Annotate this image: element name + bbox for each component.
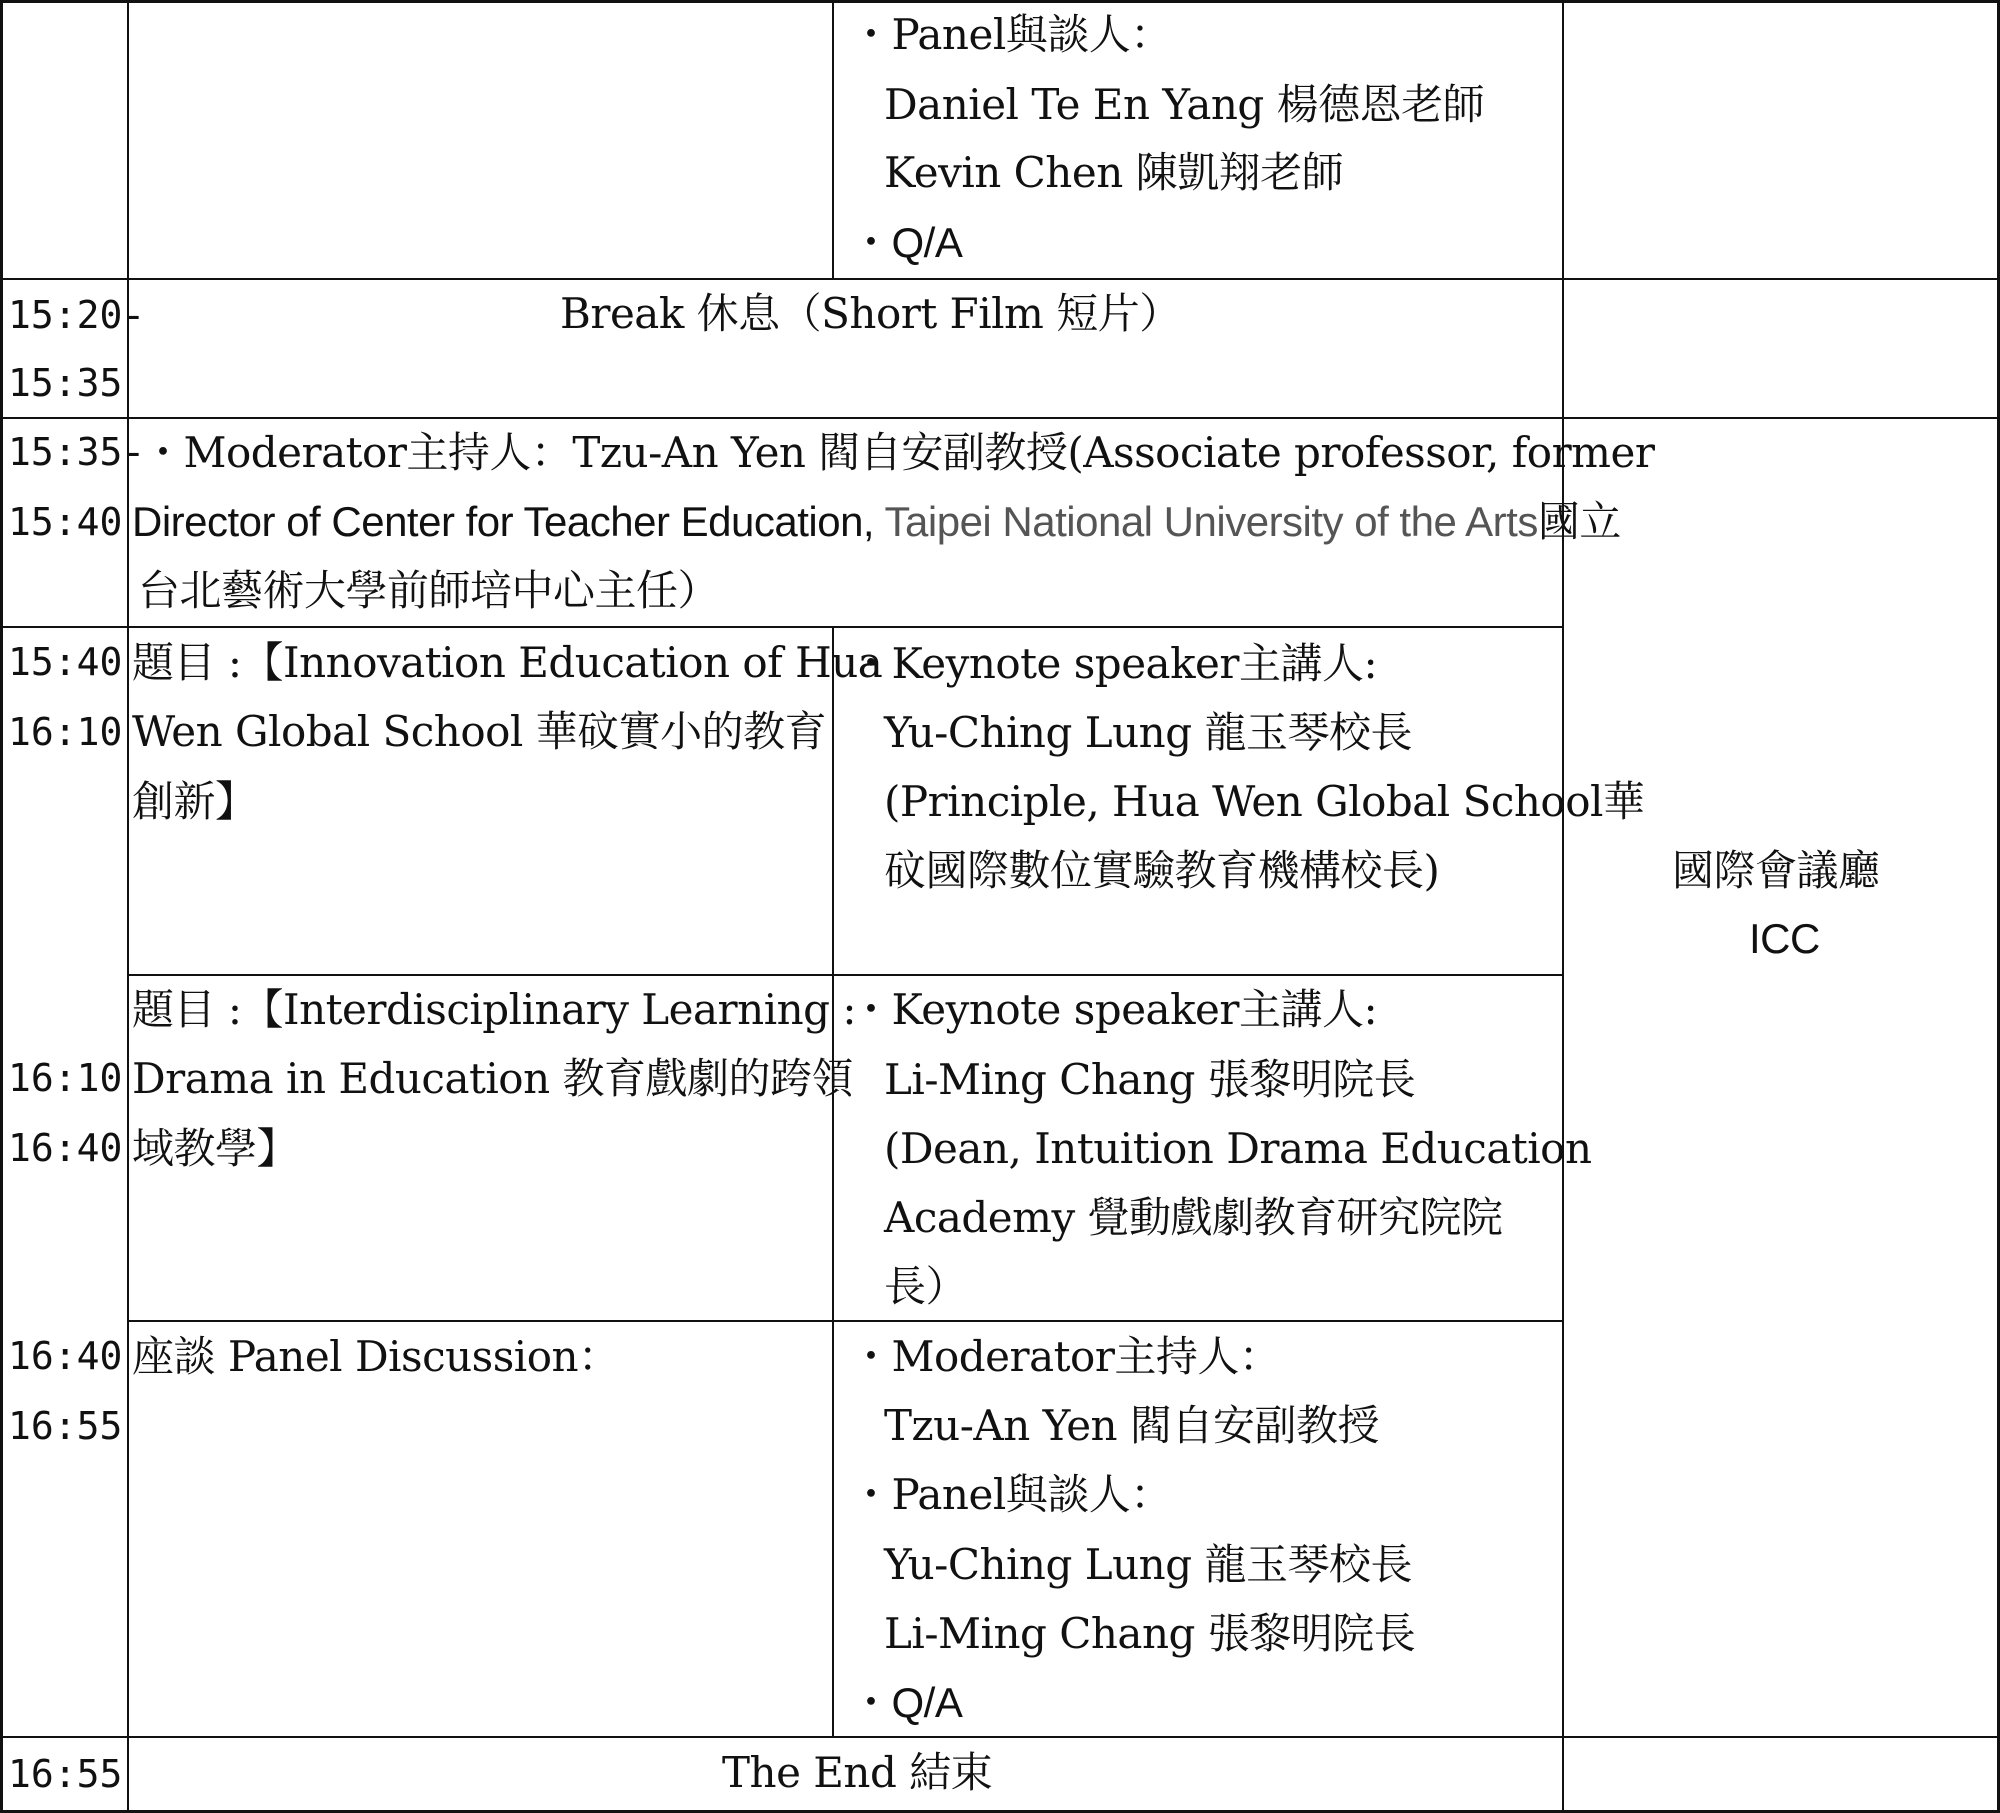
talk1-speaker-label: ・Keynote speaker主講人: [850,639,1378,688]
moderator-university: Taipei National University of the Arts [884,498,1538,545]
talk2-time-start: 16:10 [8,1056,123,1100]
moderator-title: Director of Center for Teacher Education, [132,498,885,545]
qa-label: ・Q/A [850,219,963,266]
talk2-topic-line-1: 題目 :【Interdisciplinary Learning : [132,985,857,1034]
moderator-line-3: 台北藝術大學前師培中心主任） [138,566,720,615]
moderator-university-zh: 國立 [1537,497,1621,546]
row-line-break-top [0,278,2000,280]
moderator-line-2 [132,497,1621,546]
talk1-speaker-title-2: 砇國際數位實驗教育機構校長) [884,846,1440,895]
panel2-qa-label: ・Q/A [850,1679,963,1726]
moderator-time-end: 15:40 [8,500,123,544]
panelist-daniel: Daniel Te En Yang 楊德恩老師 [884,80,1485,129]
row-line-talk1-top [0,626,1564,628]
talk2-speaker-label: ・Keynote speaker主講人: [850,985,1378,1034]
talk1-time-end: 16:10 [8,710,123,754]
row-line-panel2-top [127,1320,1564,1322]
talk2-speaker-title-3: 長） [884,1262,968,1311]
talk2-topic-line-2: Drama in Education 教育戲劇的跨領 [132,1054,853,1103]
panel2-panelists-label: ・Panel與談人： [850,1470,1172,1519]
talk2-speaker-title-2: Academy 覺動戲劇教育研究院院 [884,1193,1503,1242]
panel2-panelist-1: Yu-Ching Lung 龍玉琴校長 [884,1540,1412,1589]
row-line-moderator-top [0,417,2000,419]
table-border-top [0,0,2000,3]
panel2-time-start: 16:40 [8,1334,123,1378]
panel2-moderator-name: Tzu-An Yen 閻自安副教授 [884,1401,1379,1450]
venue-column-divider [1562,0,1564,1813]
moderator-line-1: ・Moderator主持人：Tzu-An Yen 閻自安副教授(Associate professor, former [142,428,1655,477]
talk2-speaker-title-1: (Dean, Intuition Drama Education [884,1124,1592,1173]
panel-label: ・Panel與談人： [850,10,1172,59]
panel2-time-end: 16:55 [8,1404,123,1448]
table-border-left [0,0,3,1813]
venue-name-zh: 國際會議廳 [1672,846,1880,895]
venue-name-en: ICC [1749,915,1820,962]
row-line-talk2-top [127,974,1564,976]
panelist-kevin: Kevin Chen 陳凱翔老師 [884,148,1344,197]
talk2-topic-line-3: 域教學】 [132,1124,299,1173]
panel2-topic: 座談 Panel Discussion： [132,1332,620,1381]
panel2-moderator-label: ・Moderator主持人： [850,1332,1281,1381]
row-line-end-top [0,1736,2000,1738]
moderator-time-start: 15:35- [8,430,146,474]
talk2-time-end: 16:40 [8,1126,123,1170]
end-label: The End 結束 [722,1748,993,1797]
talk2-speaker-name: Li-Ming Chang 張黎明院長 [884,1055,1416,1104]
break-time-start: 15:20- [8,293,146,337]
topic-speaker-divider-main [832,627,834,1738]
time-column-divider [127,0,129,1813]
break-time-end: 15:35 [8,361,123,405]
talk1-topic-line-3: 創新】 [132,777,257,826]
panel2-panelist-2: Li-Ming Chang 張黎明院長 [884,1609,1416,1658]
talk1-speaker-title-1: (Principle, Hua Wen Global School華 [884,777,1645,826]
break-label: Break 休息（Short Film 短片） [560,289,1181,338]
talk1-topic-line-2: Wen Global School 華砇實小的教育 [132,707,827,756]
topic-speaker-divider-top [832,0,834,280]
end-time: 16:55 [8,1752,123,1796]
talk1-topic-line-1: 題目 :【Innovation Education of Hua [132,638,883,687]
talk1-time-start: 15:40 [8,640,123,684]
talk1-speaker-name: Yu-Ching Lung 龍玉琴校長 [884,708,1412,757]
